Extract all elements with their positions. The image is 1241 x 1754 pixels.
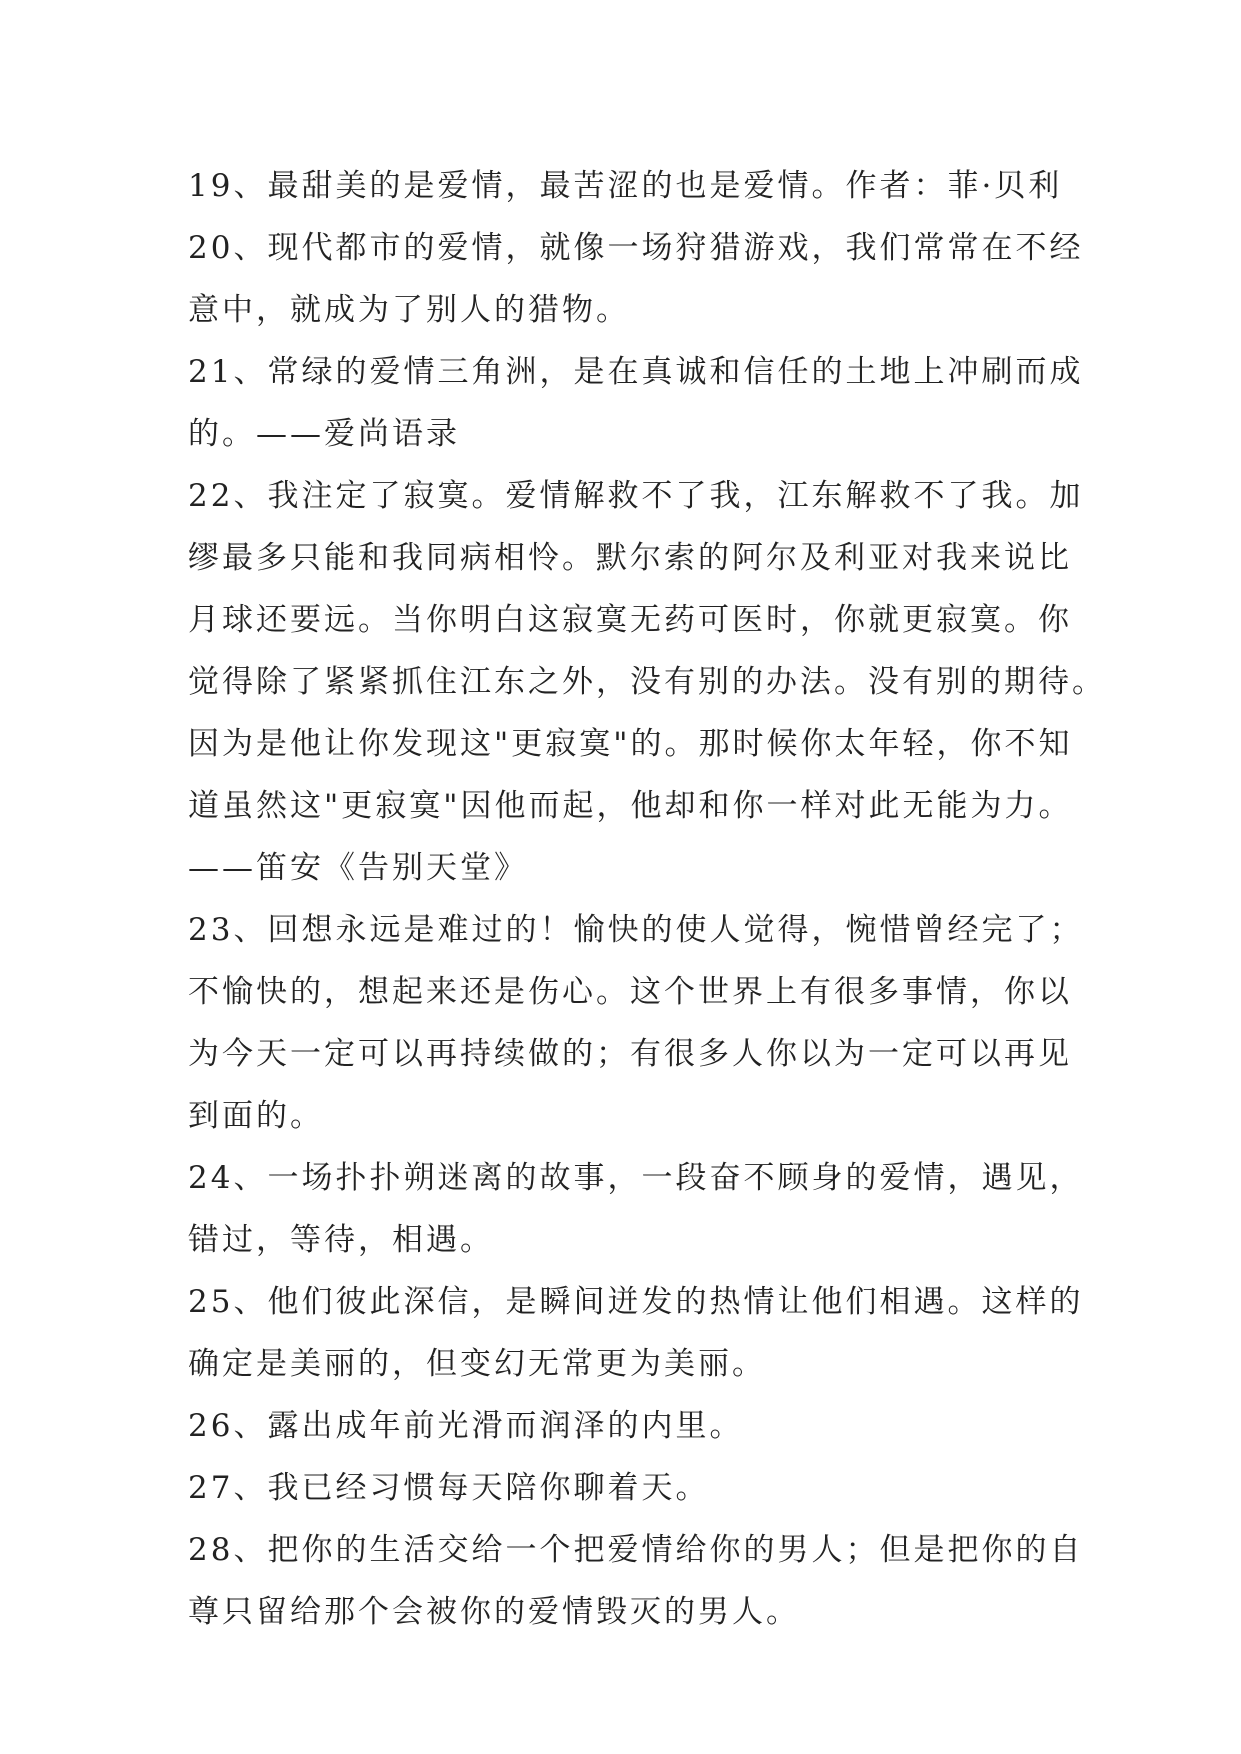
text-line-20: 确定是美丽的，但变幻无常更为美丽。 xyxy=(188,1346,766,1382)
text-line-17: 24、一场扑扑朔迷离的故事，一段奋不顾身的爱情，遇见， xyxy=(188,1160,1084,1196)
text-line-3: 意中，就成为了别人的猎物。 xyxy=(188,292,630,328)
text-line-18: 错过，等待，相遇。 xyxy=(188,1222,494,1258)
text-line-2: 20、现代都市的爱情，就像一场狩猎游戏，我们常常在不经 xyxy=(188,230,1084,266)
text-line-22: 27、我已经习惯每天陪你聊着天。 xyxy=(188,1470,710,1506)
text-line-5: 的。——爱尚语录 xyxy=(188,416,460,452)
text-line-13: 23、回想永远是难过的！愉快的使人觉得，惋惜曾经完了； xyxy=(188,912,1084,948)
text-line-19: 25、他们彼此深信，是瞬间迸发的热情让他们相遇。这样的 xyxy=(188,1284,1084,1320)
text-line-11: 道虽然这"更寂寞"因他而起，他却和你一样对此无能为力。 xyxy=(188,788,1073,824)
text-line-23: 28、把你的生活交给一个把爱情给你的男人；但是把你的自 xyxy=(188,1532,1084,1568)
text-line-9: 觉得除了紧紧抓住江东之外，没有别的办法。没有别的期待。 xyxy=(188,664,1106,700)
text-line-12: ——笛安《告别天堂》 xyxy=(188,850,528,886)
text-line-6: 22、我注定了寂寞。爱情解救不了我，江东解救不了我。加 xyxy=(188,478,1084,514)
text-line-24: 尊只留给那个会被你的爱情毁灭的男人。 xyxy=(188,1594,800,1630)
text-line-1: 19、最甜美的是爱情，最苦涩的也是爱情。作者：菲·贝利 xyxy=(188,168,1063,204)
text-line-15: 为今天一定可以再持续做的；有很多人你以为一定可以再见 xyxy=(188,1036,1072,1072)
text-line-4: 21、常绿的爱情三角洲，是在真诚和信任的土地上冲刷而成 xyxy=(188,354,1084,390)
text-line-8: 月球还要远。当你明白这寂寞无药可医时，你就更寂寞。你 xyxy=(188,602,1072,638)
text-line-16: 到面的。 xyxy=(188,1098,324,1134)
quote-text-body xyxy=(188,155,1106,1643)
text-line-10: 因为是他让你发现这"更寂寞"的。那时候你太年轻，你不知 xyxy=(188,726,1073,762)
text-line-14: 不愉快的，想起来还是伤心。这个世界上有很多事情，你以 xyxy=(188,974,1072,1010)
text-line-7: 缪最多只能和我同病相怜。默尔索的阿尔及利亚对我来说比 xyxy=(188,540,1072,576)
text-line-21: 26、露出成年前光滑而润泽的内里。 xyxy=(188,1408,744,1444)
